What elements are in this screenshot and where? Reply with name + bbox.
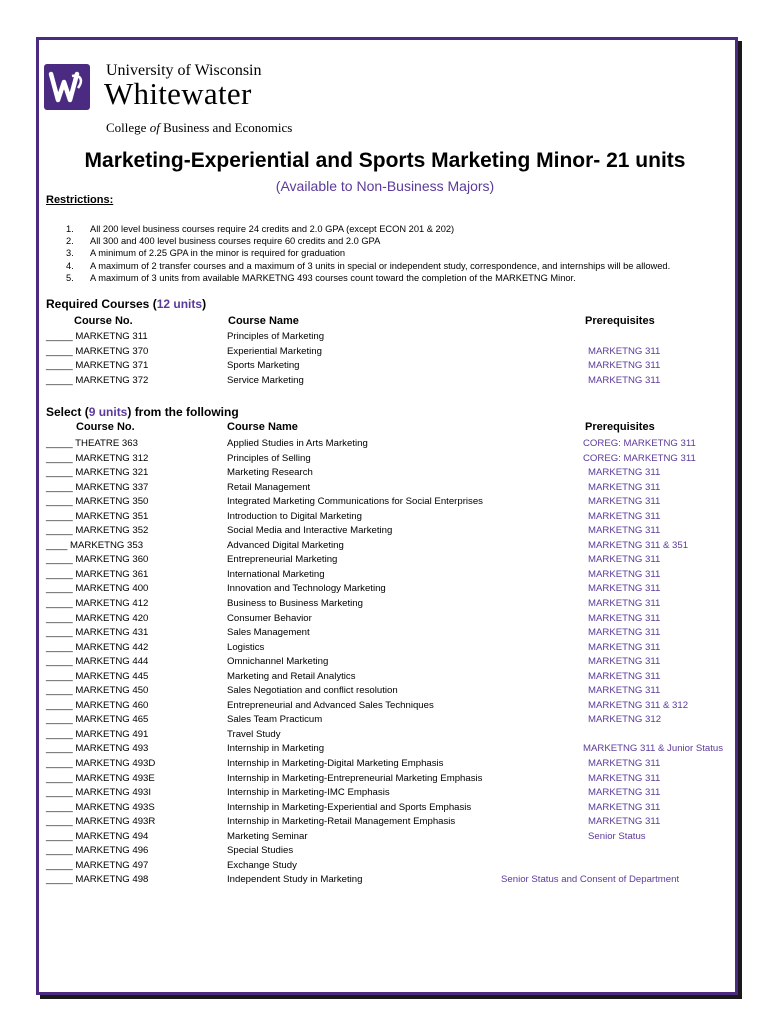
restriction-number: 1. [66, 224, 74, 234]
course-number: _____ MARKETNG 431 [46, 627, 149, 639]
table-row [46, 845, 746, 860]
course-number: _____ MARKETNG 496 [46, 845, 149, 857]
course-name: Retail Management [227, 481, 311, 493]
required-col-course-name: Course Name [228, 315, 299, 327]
required-courses-heading: Required Courses (12 units) [46, 297, 207, 311]
table-row [46, 496, 746, 511]
course-prerequisite: MARKETNG 311 [588, 496, 661, 508]
table-row [46, 453, 746, 468]
course-number: _____ MARKETNG 497 [46, 859, 149, 871]
table-row [46, 685, 746, 700]
course-name: Internship in Marketing-Digital Marketing Emphasis [227, 758, 444, 770]
course-prerequisite: MARKETNG 311 [588, 656, 661, 668]
course-name: Internship in Marketing-Retail Management Emphasis [227, 816, 456, 828]
course-name: Marketing Research [227, 467, 313, 479]
page-title: Marketing-Experiential and Sports Marketing Minor- 21 units [84, 149, 686, 172]
course-name: Introduction to Digital Marketing [227, 510, 362, 522]
table-row [46, 743, 746, 758]
course-prerequisite: MARKETNG 311 [588, 481, 661, 493]
required-col-prerequisites: Prerequisites [585, 315, 655, 327]
course-number: _____ MARKETNG 493 [46, 743, 149, 755]
course-number: _____ MARKETNG 412 [46, 598, 149, 610]
course-number: _____ MARKETNG 493I [46, 787, 152, 799]
course-prerequisite: MARKETNG 311 & 351 [588, 539, 689, 551]
restriction-number: 2. [66, 236, 74, 247]
college-name: College of Business and Economics [106, 120, 293, 135]
table-row [46, 802, 746, 817]
course-name: Social Media and Interactive Marketing [227, 525, 393, 537]
course-name: Omnichannel Marketing [227, 656, 329, 668]
course-prerequisite: MARKETNG 311 & Junior Status [583, 743, 724, 755]
course-number: _____ MARKETNG 465 [46, 714, 149, 726]
course-name: Innovation and Technology Marketing [227, 583, 386, 595]
course-prerequisite: MARKETNG 311 [588, 758, 661, 770]
course-prerequisite: MARKETNG 311 [588, 583, 661, 595]
table-row [46, 511, 746, 526]
elective-courses-table [46, 438, 746, 889]
restriction-text: A maximum of 3 units from available MARKETNG 493 courses count toward the completion of the MARKETNG Minor. [90, 272, 576, 283]
table-row [46, 346, 746, 361]
course-number: _____ MARKETNG 371 [46, 360, 149, 372]
table-row [46, 714, 746, 729]
course-number: _____ MARKETNG 450 [46, 685, 149, 697]
course-number: _____ MARKETNG 493R [46, 816, 156, 828]
select-col-prerequisites: Prerequisites [585, 421, 655, 433]
table-row [46, 787, 746, 802]
course-prerequisite: MARKETNG 311 [588, 685, 661, 697]
table-row [46, 758, 746, 773]
course-number: _____ MARKETNG 442 [46, 641, 149, 653]
table-row [46, 671, 746, 686]
course-number: ____ MARKETNG 353 [46, 539, 144, 551]
course-number: _____ MARKETNG 460 [46, 699, 149, 711]
table-row [46, 656, 746, 671]
course-prerequisite: MARKETNG 311 [588, 816, 661, 828]
university-name-line1: University of Wisconsin [106, 62, 262, 79]
course-prerequisite: MARKETNG 311 [588, 360, 661, 372]
course-name: Special Studies [227, 845, 294, 857]
course-number: _____ MARKETNG 493S [46, 801, 155, 813]
course-prerequisite: MARKETNG 311 [588, 598, 661, 610]
course-number: _____ MARKETNG 372 [46, 374, 149, 386]
table-row [46, 569, 746, 584]
course-name: Advanced Digital Marketing [227, 539, 344, 551]
course-number: _____ MARKETNG 360 [46, 554, 149, 566]
course-number: _____ MARKETNG 312 [46, 452, 149, 464]
restriction-number: 5. [66, 272, 74, 283]
course-number: _____ MARKETNG 361 [46, 568, 149, 580]
course-prerequisite: Senior Status and Consent of Department [501, 874, 680, 886]
course-number: _____ MARKETNG 321 [46, 467, 149, 479]
course-name: Internship in Marketing-Experiential and Sports Emphasis [227, 801, 472, 813]
table-row [46, 360, 746, 375]
course-name: Experiential Marketing [227, 345, 322, 357]
table-row [46, 816, 746, 831]
uw-w-logo-icon [44, 64, 90, 110]
course-prerequisite: MARKETNG 311 [588, 554, 661, 566]
course-prerequisite: MARKETNG 311 [588, 345, 661, 357]
course-prerequisite: MARKETNG 311 [588, 641, 661, 653]
table-row [46, 331, 746, 346]
course-name: Internship in Marketing-Entrepreneurial Marketing Emphasis [227, 772, 483, 784]
table-row [46, 525, 746, 540]
course-number: _____ MARKETNG 337 [46, 481, 149, 493]
table-row [46, 773, 746, 788]
restriction-text: All 300 and 400 level business courses require 60 credits and 2.0 GPA [90, 236, 381, 247]
table-row [46, 375, 746, 390]
course-name: Business to Business Marketing [227, 598, 363, 610]
course-prerequisite: MARKETNG 311 [588, 787, 661, 799]
restriction-number: 4. [66, 260, 74, 271]
select-courses-heading: Select (9 units) from the following [46, 405, 239, 419]
course-name: Sales Management [227, 627, 310, 639]
table-row [46, 540, 746, 555]
course-name: Logistics [227, 641, 265, 653]
course-number: _____ MARKETNG 445 [46, 670, 149, 682]
table-row [46, 874, 746, 889]
course-number: _____ MARKETNG 351 [46, 510, 149, 522]
table-row [46, 642, 746, 657]
course-number: _____ MARKETNG 498 [46, 874, 149, 886]
course-name: Principles of Marketing [227, 331, 325, 342]
course-name: Entrepreneurial and Advanced Sales Techniques [227, 699, 434, 711]
table-row [46, 554, 746, 569]
required-col-course-no: Course No. [74, 315, 133, 327]
university-name-line2: Whitewater [104, 76, 252, 111]
course-number: _____ MARKETNG 370 [46, 345, 149, 357]
restriction-text: All 200 level business courses require 24 credits and 2.0 GPA (except ECON 201 & 202) [90, 224, 455, 234]
table-row [46, 860, 746, 875]
restrictions-heading: Restrictions: [46, 194, 114, 206]
table-row [46, 627, 746, 642]
course-number: _____ MARKETNG 493E [46, 772, 155, 784]
course-prerequisite: MARKETNG 311 [588, 801, 661, 813]
course-prerequisite: MARKETNG 311 [588, 612, 661, 624]
course-prerequisite: COREG: MARKETNG 311 [583, 438, 696, 449]
course-number: _____ MARKETNG 420 [46, 612, 149, 624]
restriction-item [46, 247, 670, 259]
course-number: _____ MARKETNG 311 [46, 331, 148, 342]
restriction-text: A maximum of 2 transfer courses and a maximum of 3 units in special or independent study, correspondence, and internships will be allowed. [90, 260, 671, 271]
course-name: Travel Study [227, 728, 281, 740]
course-number: _____ MARKETNG 493D [46, 758, 156, 770]
course-name: Marketing and Retail Analytics [227, 670, 356, 682]
course-prerequisite: COREG: MARKETNG 311 [583, 452, 696, 464]
table-row [46, 598, 746, 613]
table-row [46, 613, 746, 628]
page-subtitle: (Available to Non-Business Majors) [275, 178, 495, 194]
course-name: Entrepreneurial Marketing [227, 554, 338, 566]
table-row [46, 438, 746, 453]
table-row [46, 729, 746, 744]
select-col-course-no: Course No. [76, 421, 135, 433]
course-name: Sports Marketing [227, 360, 300, 372]
course-name: Internship in Marketing [227, 743, 325, 755]
course-number: _____ THEATRE 363 [46, 438, 138, 449]
required-courses-table [46, 331, 746, 389]
course-prerequisite: MARKETNG 312 [588, 714, 662, 726]
course-prerequisite: MARKETNG 311 & 312 [588, 699, 689, 711]
table-row [46, 583, 746, 598]
table-row [46, 700, 746, 715]
course-name: Internship in Marketing-IMC Emphasis [227, 787, 390, 799]
course-name: International Marketing [227, 568, 325, 580]
restriction-item [46, 235, 670, 247]
restriction-item [46, 260, 670, 272]
course-name: Principles of Selling [227, 452, 311, 464]
select-col-course-name: Course Name [227, 421, 298, 433]
course-number: _____ MARKETNG 491 [46, 728, 149, 740]
restrictions-list [46, 223, 670, 284]
course-number: _____ MARKETNG 352 [46, 525, 149, 537]
course-name: Independent Study in Marketing [227, 874, 363, 886]
course-number: _____ MARKETNG 494 [46, 830, 149, 842]
restriction-number: 3. [66, 248, 74, 259]
course-name: Consumer Behavior [227, 612, 312, 624]
course-prerequisite: MARKETNG 311 [588, 772, 661, 784]
restriction-item [46, 223, 670, 235]
course-prerequisite: MARKETNG 311 [588, 525, 661, 537]
course-prerequisite: MARKETNG 311 [588, 374, 661, 386]
course-prerequisite: MARKETNG 311 [588, 627, 661, 639]
table-row [46, 482, 746, 497]
course-name: Exchange Study [227, 859, 297, 871]
restriction-text: A minimum of 2.25 GPA in the minor is required for graduation [90, 248, 346, 259]
table-row [46, 467, 746, 482]
course-prerequisite: MARKETNG 311 [588, 568, 661, 580]
course-number: _____ MARKETNG 444 [46, 656, 149, 668]
course-name: Sales Negotiation and conflict resolution [227, 685, 398, 697]
course-name: Sales Team Practicum [227, 714, 323, 726]
course-name: Integrated Marketing Communications for Social Enterprises [227, 496, 483, 508]
course-number: _____ MARKETNG 400 [46, 583, 149, 595]
course-prerequisite: MARKETNG 311 [588, 467, 661, 479]
course-name: Applied Studies in Arts Marketing [227, 438, 368, 449]
course-prerequisite: MARKETNG 311 [588, 670, 661, 682]
course-prerequisite: Senior Status [588, 830, 646, 842]
table-row [46, 831, 746, 846]
course-prerequisite: MARKETNG 311 [588, 510, 661, 522]
course-number: _____ MARKETNG 350 [46, 496, 149, 508]
course-name: Service Marketing [227, 374, 304, 386]
restriction-item [46, 272, 670, 284]
course-name: Marketing Seminar [227, 830, 308, 842]
